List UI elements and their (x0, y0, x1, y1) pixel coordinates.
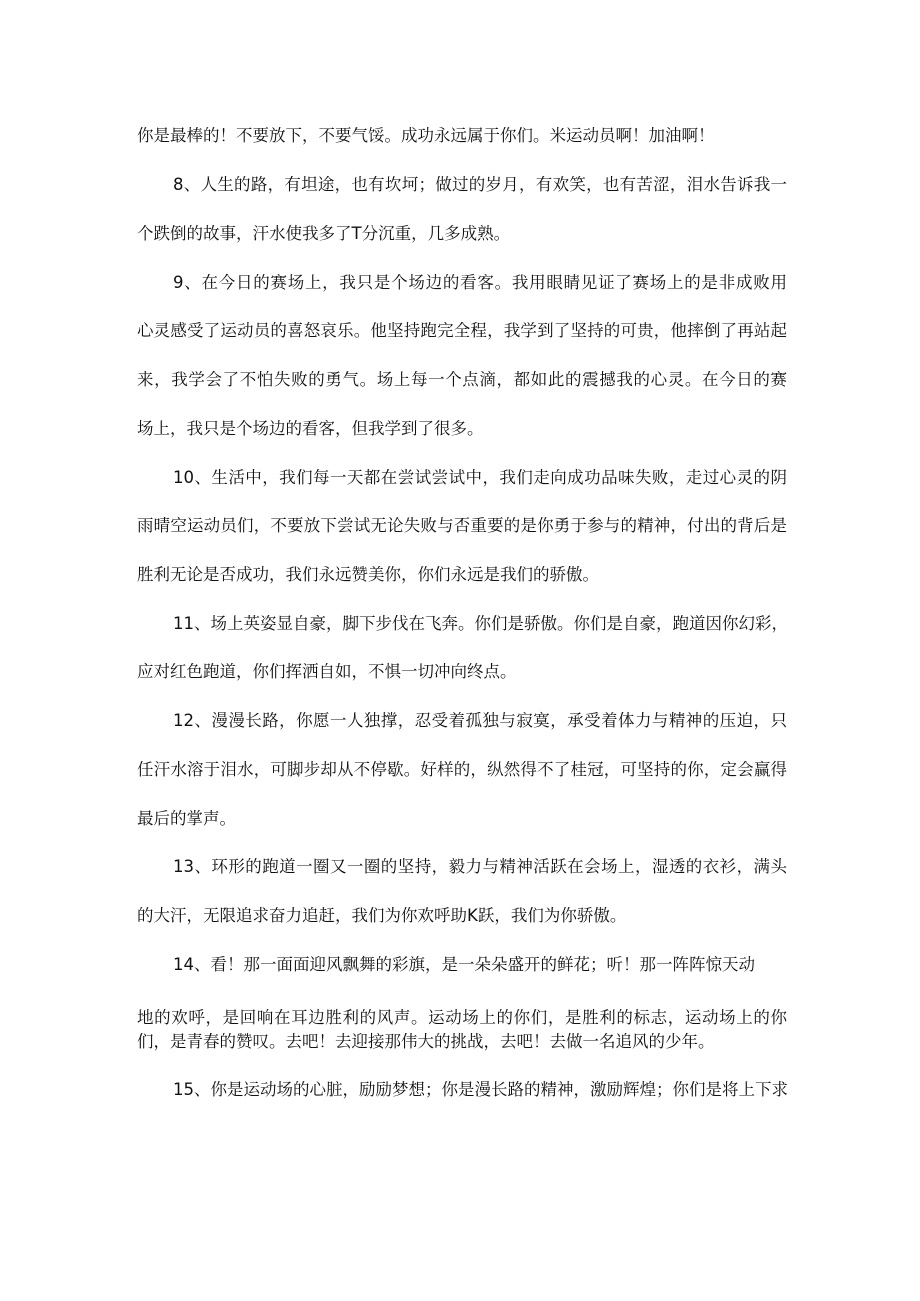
paragraph-13-line-1: 13、环形的跑道一圈又一圈的坚持，毅力与精神活跃在会场上，湿透的衣衫，满头 (173, 857, 787, 876)
paragraph-14-line-2: 地的欢呼，是回响在耳边胜利的风声。运动场上的你们，是胜利的标志，运动场上的你 (137, 1008, 787, 1027)
paragraph-10-line-2: 雨晴空运动员们，不要放下尝试无论失败与否重要的是你勇于参与的精神，付出的背后是 (137, 516, 787, 535)
paragraph-11-line-2: 应对红色跑道，你们挥洒自如，不惧一切冲向终点。 (137, 662, 517, 681)
paragraph-12-line-1: 12、漫漫长路，你愿一人独撑，忍受着孤独与寂寞，承受着体力与精神的压迫，只 (173, 711, 787, 730)
paragraph-9-line-1: 9、在今日的赛场上，我只是个场边的看客。我用眼睛见证了赛场上的是非成败用 (173, 273, 787, 292)
paragraph-10-line-1: 10、生活中，我们每一天都在尝试尝试中，我们走向成功品味失败，走过心灵的阴 (173, 468, 787, 487)
paragraph-10-line-3: 胜利无论是否成功，我们永远赞美你，你们永远是我们的骄傲。 (137, 565, 599, 584)
paragraph-9-line-4: 场上，我只是个场边的看客，但我学到了很多。 (137, 419, 484, 438)
paragraph-11-line-1: 11、场上英姿显自豪，脚下步伐在飞奔。你们是骄傲。你们是自豪，跑道因你幻彩， (173, 614, 788, 633)
paragraph-9-line-3: 来，我学会了不怕失败的勇气。场上每一个点滴，都如此的震撼我的心灵。在今日的赛 (137, 370, 787, 389)
paragraph-12-line-2: 任汗水溶于泪水，可脚步却从不停歇。好样的，纵然得不了桂冠，可坚持的你，定会赢得 (137, 760, 787, 779)
paragraph-9-line-2: 心灵感受了运动员的喜怒哀乐。他坚持跑完全程，我学到了坚持的可贵，他摔倒了再站起 (137, 321, 787, 340)
paragraph-13-line-2: 的大汗，无限追求奋力追赶，我们为你欢呼助K跃，我们为你骄傲。 (137, 906, 627, 925)
paragraph-14-line-1: 14、看！那一面面迎风飘舞的彩旗，是一朵朵盛开的鲜花；听！那一阵阵惊天动 (173, 955, 755, 974)
paragraph-8-line-2: 个跌倒的故事，汗水使我多了T分沉重，几多成熟。 (137, 224, 511, 243)
text-line: 你是最棒的！不要放下，不要气馁。成功永远属于你们。米运动员啊！加油啊！ (137, 126, 715, 145)
paragraph-12-line-3: 最后的掌声。 (137, 809, 236, 828)
paragraph-8-line-1: 8、人生的路，有坦途，也有坎坷；做过的岁月，有欢笑，也有苦涩，泪水告诉我一 (173, 175, 787, 194)
paragraph-14-line-3: 们，是青春的赞叹。去吧！去迎接那伟大的挑战，去吧！去做一名追风的少年。 (137, 1032, 715, 1051)
paragraph-15-line-1: 15、你是运动场的心脏，励励梦想；你是漫长路的精神，激励辉煌；你们是将上下求 (173, 1080, 788, 1099)
